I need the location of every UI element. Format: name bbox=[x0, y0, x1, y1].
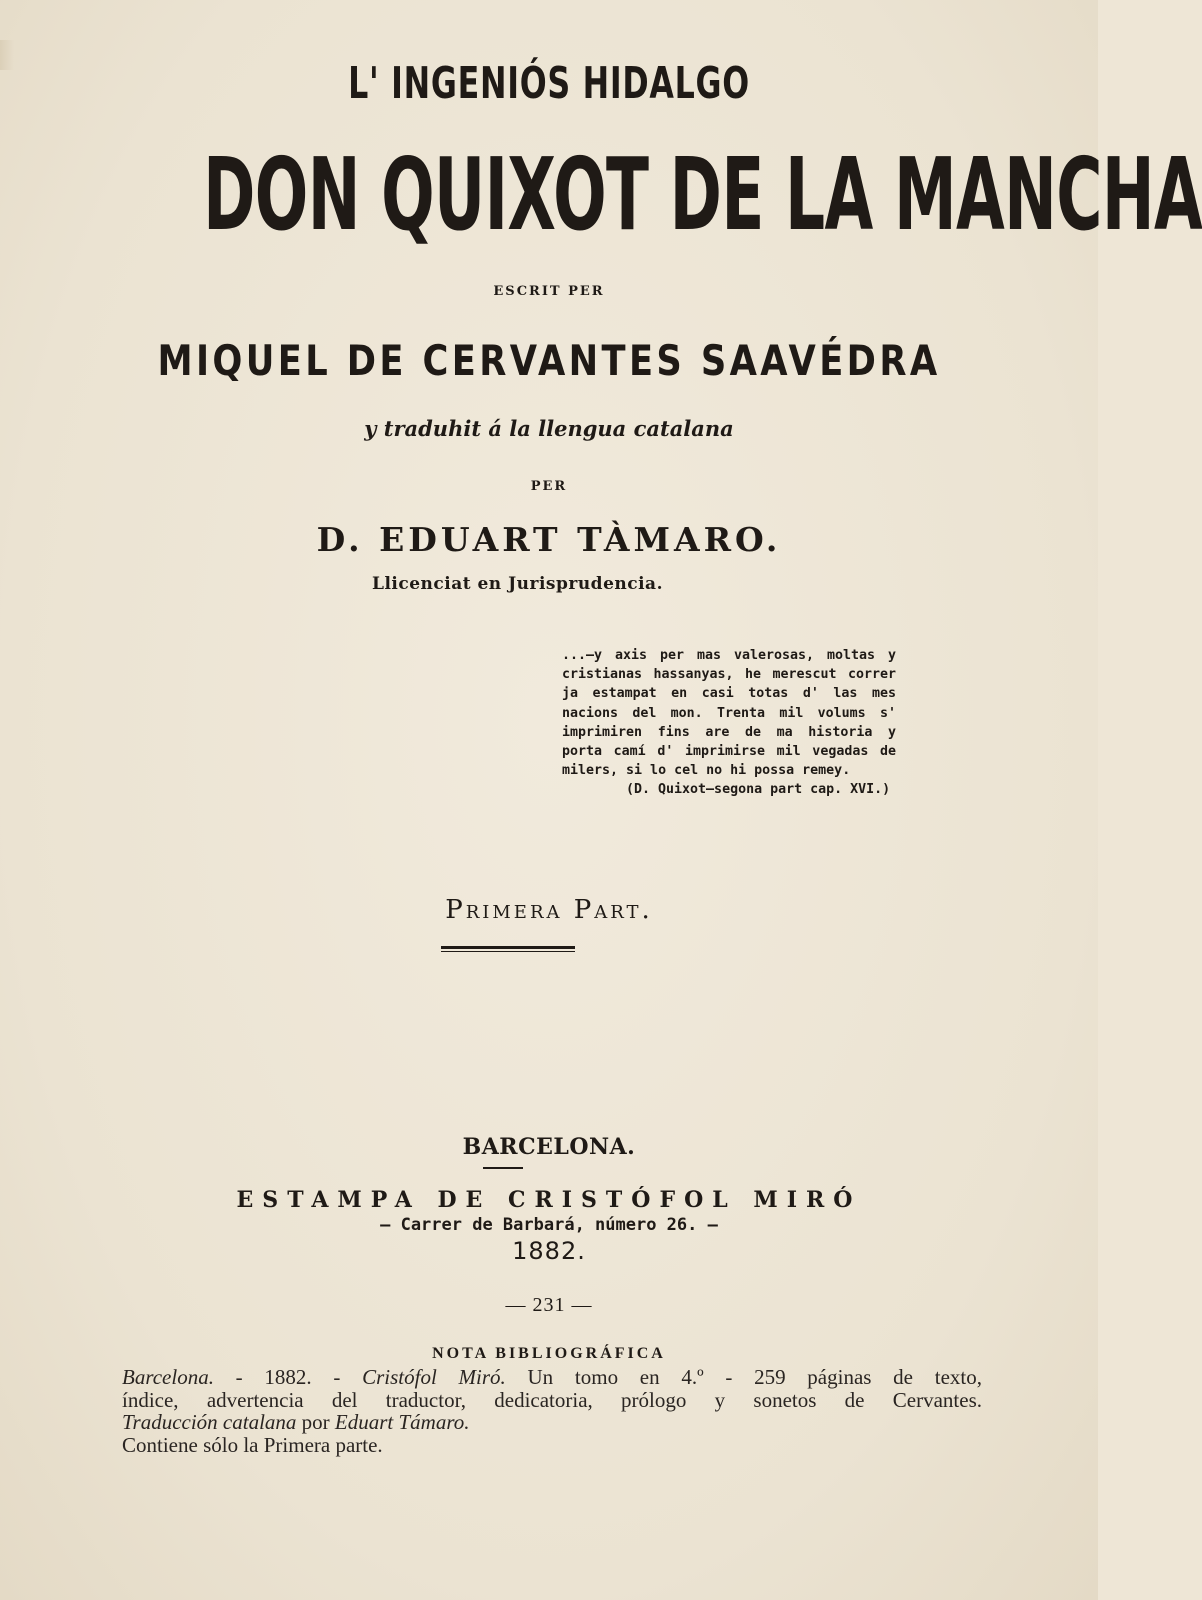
nota-format: Un tomo en 4.º - 259 páginas de texto, bbox=[505, 1365, 982, 1389]
main-title: DON QUIXOT DE LA MANCHA bbox=[203, 136, 1202, 253]
nota-printer: Cristófol Miró. bbox=[362, 1365, 506, 1389]
per-label: PER bbox=[530, 479, 568, 494]
nota-line-3 bbox=[122, 1411, 982, 1434]
escrit-per-label: ESCRIT PER bbox=[493, 284, 605, 299]
nota-line-4: Contiene sólo la Primera parte. bbox=[122, 1432, 383, 1457]
imprint-rule bbox=[483, 1167, 523, 1169]
imprint-printer: ESTAMPA DE CRISTÓFOL MIRÓ bbox=[236, 1187, 862, 1213]
epigraph-text: ...—y axis per mas valerosas, moltas y cristianas hassanyas, he merescut correr ja estampat en casi totas d' las mes nacions del mon. Trenta mil volums s' imprimiren fins are de ma historia y porta camí d' imprimirse mil vegadas de milers, si lo cel no hi possa remey. bbox=[562, 648, 896, 779]
translator-name: D. EDUART TÀMARO. bbox=[316, 520, 782, 559]
nota-line-1 bbox=[122, 1366, 982, 1389]
imprint-address: — Carrer de Barbará, número 26. — bbox=[380, 1215, 718, 1235]
page-number: — 231 — bbox=[505, 1294, 593, 1316]
paper-edge-mark bbox=[0, 40, 14, 70]
imprint-city: BARCELONA. bbox=[462, 1134, 636, 1160]
epigraph-citation: (D. Quixot—segona part cap. XVI.) bbox=[626, 782, 891, 797]
translation-note: y traduhit á la llengua catalana bbox=[364, 416, 734, 441]
nota-translation: Traducción catalana bbox=[122, 1410, 297, 1434]
nota-line-2: índice, advertencia del traductor, dedicatoria, prólogo y sonetos de Cervantes. bbox=[122, 1387, 982, 1412]
nota-translator: Eduart Támaro. bbox=[334, 1410, 470, 1434]
title-line-1: L' INGENIÓS HIDALGO bbox=[348, 58, 750, 109]
imprint-year: 1882. bbox=[512, 1237, 586, 1265]
part-heading: Primera Part. bbox=[445, 895, 653, 925]
author-name: MIQUEL DE CERVANTES SAAVÉDRA bbox=[157, 336, 941, 385]
nota-year: - 1882. - bbox=[213, 1365, 363, 1389]
nota-city: Barcelona. bbox=[122, 1365, 214, 1389]
ornamental-rule-thin bbox=[441, 951, 575, 952]
ornamental-rule bbox=[441, 946, 575, 949]
translator-credential: Llicenciat en Jurisprudencia. bbox=[372, 574, 663, 594]
bibliographic-note bbox=[122, 1366, 982, 1456]
nota-heading: NOTA BIBLIOGRÁFICA bbox=[432, 1345, 666, 1362]
nota-por: por bbox=[296, 1410, 335, 1434]
